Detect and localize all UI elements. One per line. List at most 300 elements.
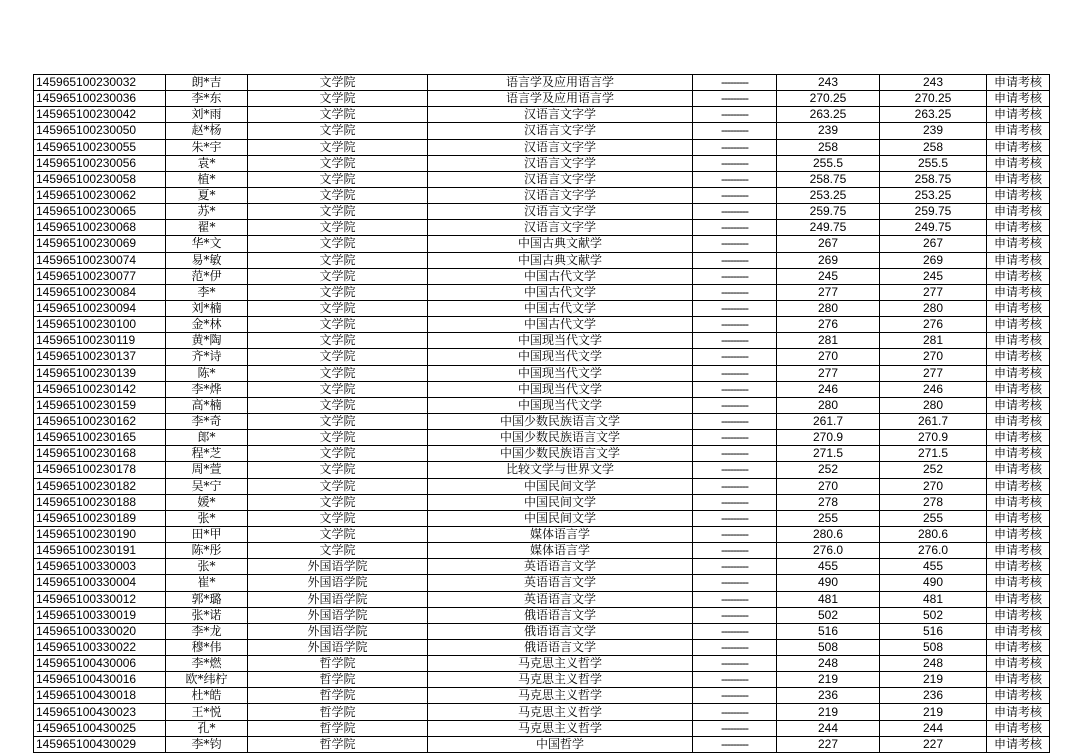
initial-score-cell: 255 [777,510,880,526]
exam-method-cell: 申请考核 [987,688,1050,704]
weighted-score-cell: 276 [880,317,987,333]
major-cell: 语言学及应用语言学 [428,91,693,107]
table-row [34,720,1050,736]
candidate-id-cell: 145965100230189 [34,510,166,526]
foreign-language-cell: --------- [693,446,777,462]
weighted-score-cell: 219 [880,672,987,688]
candidate-id-cell: 145965100230077 [34,268,166,284]
major-cell: 马克思主义哲学 [428,704,693,720]
exam-method-cell: 申请考核 [987,171,1050,187]
weighted-score-cell: 490 [880,575,987,591]
foreign-language-cell: --------- [693,107,777,123]
major-cell: 汉语言文字学 [428,187,693,203]
foreign-language-cell: --------- [693,220,777,236]
school-cell: 外国语学院 [248,639,428,655]
major-cell: 英语语言文学 [428,559,693,575]
table-row [34,688,1050,704]
candidate-id-cell: 145965100230182 [34,478,166,494]
exam-method-cell: 申请考核 [987,397,1050,413]
candidate-id-cell: 145965100230119 [34,333,166,349]
candidate-id-cell: 145965100230137 [34,349,166,365]
table-row [34,381,1050,397]
table-row [34,704,1050,720]
table-row [34,91,1050,107]
name-cell: 郭*璐 [166,591,248,607]
school-cell: 文学院 [248,75,428,91]
candidate-id-cell: 145965100330022 [34,639,166,655]
foreign-language-cell: --------- [693,462,777,478]
candidate-id-cell: 145965100430006 [34,656,166,672]
candidate-id-cell: 145965100430025 [34,720,166,736]
initial-score-cell: 455 [777,559,880,575]
major-cell: 马克思主义哲学 [428,688,693,704]
candidate-id-cell: 145965100230050 [34,123,166,139]
table-row [34,333,1050,349]
exam-method-cell: 申请考核 [987,656,1050,672]
weighted-score-cell: 255.5 [880,155,987,171]
initial-score-cell: 249.75 [777,220,880,236]
major-cell: 俄语语言文学 [428,607,693,623]
weighted-score-cell: 248 [880,656,987,672]
major-cell: 英语语言文学 [428,575,693,591]
initial-score-cell: 261.7 [777,413,880,429]
name-cell: 吴*宁 [166,478,248,494]
weighted-score-cell: 263.25 [880,107,987,123]
table-row [34,204,1050,220]
school-cell: 文学院 [248,349,428,365]
exam-method-cell: 申请考核 [987,462,1050,478]
exam-method-cell: 申请考核 [987,204,1050,220]
candidate-id-cell: 145965100230159 [34,397,166,413]
exam-method-cell: 申请考核 [987,187,1050,203]
candidate-id-cell: 145965100230188 [34,494,166,510]
exam-method-cell: 申请考核 [987,607,1050,623]
exam-method-cell: 申请考核 [987,543,1050,559]
foreign-language-cell: --------- [693,559,777,575]
major-cell: 中国古典文献学 [428,252,693,268]
major-cell: 媒体语言学 [428,543,693,559]
weighted-score-cell: 261.7 [880,413,987,429]
weighted-score-cell: 258 [880,139,987,155]
major-cell: 马克思主义哲学 [428,656,693,672]
table-row [34,430,1050,446]
table-row [34,591,1050,607]
initial-score-cell: 280 [777,397,880,413]
candidate-id-cell: 145965100230142 [34,381,166,397]
major-cell: 比较文学与世界文学 [428,462,693,478]
admission-list-table [33,74,1050,753]
weighted-score-cell: 245 [880,268,987,284]
name-cell: 刘*楠 [166,300,248,316]
weighted-score-cell: 252 [880,462,987,478]
foreign-language-cell: --------- [693,284,777,300]
weighted-score-cell: 219 [880,704,987,720]
table-row [34,413,1050,429]
initial-score-cell: 490 [777,575,880,591]
candidate-id-cell: 145965100330012 [34,591,166,607]
initial-score-cell: 259.75 [777,204,880,220]
weighted-score-cell: 259.75 [880,204,987,220]
table-row [34,268,1050,284]
candidate-id-cell: 145965100430018 [34,688,166,704]
foreign-language-cell: --------- [693,171,777,187]
school-cell: 外国语学院 [248,591,428,607]
candidate-id-cell: 145965100230190 [34,526,166,542]
table-row [34,446,1050,462]
name-cell: 崔* [166,575,248,591]
initial-score-cell: 239 [777,123,880,139]
school-cell: 文学院 [248,333,428,349]
candidate-id-cell: 145965100430029 [34,736,166,752]
foreign-language-cell: --------- [693,704,777,720]
school-cell: 文学院 [248,526,428,542]
name-cell: 欧*纬柠 [166,672,248,688]
foreign-language-cell: --------- [693,75,777,91]
initial-score-cell: 270 [777,478,880,494]
name-cell: 朗*吉 [166,75,248,91]
school-cell: 哲学院 [248,672,428,688]
school-cell: 文学院 [248,381,428,397]
foreign-language-cell: --------- [693,349,777,365]
school-cell: 文学院 [248,510,428,526]
weighted-score-cell: 258.75 [880,171,987,187]
major-cell: 中国民间文学 [428,478,693,494]
foreign-language-cell: --------- [693,381,777,397]
table-row [34,736,1050,752]
exam-method-cell: 申请考核 [987,155,1050,171]
weighted-score-cell: 249.75 [880,220,987,236]
name-cell: 袁* [166,155,248,171]
name-cell: 赵*杨 [166,123,248,139]
name-cell: 杜*皓 [166,688,248,704]
table-row [34,236,1050,252]
candidate-id-cell: 145965100430016 [34,672,166,688]
weighted-score-cell: 271.5 [880,446,987,462]
major-cell: 中国少数民族语言文学 [428,413,693,429]
major-cell: 语言学及应用语言学 [428,75,693,91]
candidate-id-cell: 145965100230162 [34,413,166,429]
foreign-language-cell: --------- [693,155,777,171]
school-cell: 文学院 [248,252,428,268]
exam-method-cell: 申请考核 [987,300,1050,316]
foreign-language-cell: --------- [693,526,777,542]
exam-method-cell: 申请考核 [987,365,1050,381]
weighted-score-cell: 269 [880,252,987,268]
candidate-id-cell: 145965100230100 [34,317,166,333]
foreign-language-cell: --------- [693,300,777,316]
foreign-language-cell: --------- [693,252,777,268]
major-cell: 中国古典文献学 [428,236,693,252]
foreign-language-cell: --------- [693,478,777,494]
major-cell: 英语语言文学 [428,591,693,607]
major-cell: 俄语语言文学 [428,639,693,655]
foreign-language-cell: --------- [693,623,777,639]
major-cell: 中国现当代文学 [428,381,693,397]
school-cell: 外国语学院 [248,607,428,623]
table-row [34,75,1050,91]
weighted-score-cell: 280.6 [880,526,987,542]
name-cell: 孔* [166,720,248,736]
candidate-id-cell: 145965100230191 [34,543,166,559]
major-cell: 中国古代文学 [428,300,693,316]
name-cell: 张* [166,510,248,526]
exam-method-cell: 申请考核 [987,510,1050,526]
foreign-language-cell: --------- [693,91,777,107]
initial-score-cell: 276.0 [777,543,880,559]
name-cell: 张*诺 [166,607,248,623]
name-cell: 陈* [166,365,248,381]
initial-score-cell: 270.25 [777,91,880,107]
school-cell: 文学院 [248,139,428,155]
candidate-id-cell: 145965100330003 [34,559,166,575]
school-cell: 文学院 [248,543,428,559]
name-cell: 刘*雨 [166,107,248,123]
foreign-language-cell: --------- [693,575,777,591]
foreign-language-cell: --------- [693,413,777,429]
table-row [34,397,1050,413]
initial-score-cell: 267 [777,236,880,252]
candidate-id-cell: 145965100230165 [34,430,166,446]
exam-method-cell: 申请考核 [987,720,1050,736]
name-cell: 朱*宇 [166,139,248,155]
foreign-language-cell: --------- [693,639,777,655]
school-cell: 哲学院 [248,704,428,720]
name-cell: 郎* [166,430,248,446]
name-cell: 华*文 [166,236,248,252]
school-cell: 文学院 [248,268,428,284]
school-cell: 文学院 [248,397,428,413]
school-cell: 哲学院 [248,688,428,704]
name-cell: 程*芝 [166,446,248,462]
table-row [34,559,1050,575]
major-cell: 中国现当代文学 [428,397,693,413]
major-cell: 中国现当代文学 [428,349,693,365]
foreign-language-cell: --------- [693,688,777,704]
name-cell: 李*烨 [166,381,248,397]
exam-method-cell: 申请考核 [987,672,1050,688]
initial-score-cell: 502 [777,607,880,623]
exam-method-cell: 申请考核 [987,591,1050,607]
school-cell: 哲学院 [248,736,428,752]
name-cell: 张* [166,559,248,575]
table-row [34,187,1050,203]
initial-score-cell: 516 [777,623,880,639]
school-cell: 文学院 [248,478,428,494]
name-cell: 高*楠 [166,397,248,413]
name-cell: 范*伊 [166,268,248,284]
table-row [34,478,1050,494]
table-row [34,155,1050,171]
name-cell: 李*燃 [166,656,248,672]
name-cell: 齐*诗 [166,349,248,365]
table-row [34,462,1050,478]
weighted-score-cell: 227 [880,736,987,752]
table-row [34,510,1050,526]
weighted-score-cell: 255 [880,510,987,526]
exam-method-cell: 申请考核 [987,639,1050,655]
weighted-score-cell: 278 [880,494,987,510]
table-row [34,300,1050,316]
major-cell: 中国哲学 [428,736,693,752]
exam-method-cell: 申请考核 [987,413,1050,429]
table-row [34,284,1050,300]
name-cell: 易*敏 [166,252,248,268]
weighted-score-cell: 243 [880,75,987,91]
initial-score-cell: 277 [777,365,880,381]
candidate-id-cell: 145965100330019 [34,607,166,623]
table-row [34,494,1050,510]
major-cell: 中国古代文学 [428,317,693,333]
table-row [34,220,1050,236]
exam-method-cell: 申请考核 [987,333,1050,349]
candidate-id-cell: 145965100230178 [34,462,166,478]
foreign-language-cell: --------- [693,736,777,752]
school-cell: 文学院 [248,91,428,107]
initial-score-cell: 277 [777,284,880,300]
table-row [34,171,1050,187]
table-row [34,575,1050,591]
school-cell: 文学院 [248,317,428,333]
school-cell: 外国语学院 [248,575,428,591]
foreign-language-cell: --------- [693,397,777,413]
foreign-language-cell: --------- [693,510,777,526]
initial-score-cell: 269 [777,252,880,268]
initial-score-cell: 219 [777,672,880,688]
exam-method-cell: 申请考核 [987,91,1050,107]
name-cell: 穆*伟 [166,639,248,655]
candidate-id-cell: 145965100230058 [34,171,166,187]
weighted-score-cell: 481 [880,591,987,607]
initial-score-cell: 280 [777,300,880,316]
school-cell: 文学院 [248,413,428,429]
major-cell: 汉语言文字学 [428,139,693,155]
table-row [34,623,1050,639]
name-cell: 植* [166,171,248,187]
table-row [34,123,1050,139]
foreign-language-cell: --------- [693,139,777,155]
initial-score-cell: 481 [777,591,880,607]
candidate-id-cell: 145965100430023 [34,704,166,720]
weighted-score-cell: 270 [880,478,987,494]
candidate-id-cell: 145965100230074 [34,252,166,268]
name-cell: 王*悦 [166,704,248,720]
weighted-score-cell: 270.25 [880,91,987,107]
school-cell: 文学院 [248,155,428,171]
major-cell: 俄语语言文学 [428,623,693,639]
exam-method-cell: 申请考核 [987,317,1050,333]
exam-method-cell: 申请考核 [987,381,1050,397]
weighted-score-cell: 276.0 [880,543,987,559]
exam-method-cell: 申请考核 [987,236,1050,252]
weighted-score-cell: 246 [880,381,987,397]
initial-score-cell: 258 [777,139,880,155]
initial-score-cell: 270 [777,349,880,365]
exam-method-cell: 申请考核 [987,268,1050,284]
exam-method-cell: 申请考核 [987,75,1050,91]
school-cell: 文学院 [248,236,428,252]
initial-score-cell: 246 [777,381,880,397]
candidate-id-cell: 145965100230084 [34,284,166,300]
exam-method-cell: 申请考核 [987,478,1050,494]
name-cell: 田*甲 [166,526,248,542]
weighted-score-cell: 281 [880,333,987,349]
initial-score-cell: 278 [777,494,880,510]
major-cell: 汉语言文字学 [428,155,693,171]
major-cell: 汉语言文字学 [428,171,693,187]
foreign-language-cell: --------- [693,720,777,736]
candidate-id-cell: 145965100230042 [34,107,166,123]
candidate-id-cell: 145965100230069 [34,236,166,252]
school-cell: 文学院 [248,430,428,446]
table-row [34,607,1050,623]
name-cell: 李*奇 [166,413,248,429]
initial-score-cell: 263.25 [777,107,880,123]
table-row [34,317,1050,333]
weighted-score-cell: 270 [880,349,987,365]
exam-method-cell: 申请考核 [987,623,1050,639]
weighted-score-cell: 267 [880,236,987,252]
initial-score-cell: 270.9 [777,430,880,446]
exam-method-cell: 申请考核 [987,139,1050,155]
initial-score-cell: 227 [777,736,880,752]
initial-score-cell: 281 [777,333,880,349]
candidate-id-cell: 145965100230068 [34,220,166,236]
school-cell: 哲学院 [248,720,428,736]
exam-method-cell: 申请考核 [987,107,1050,123]
major-cell: 汉语言文字学 [428,220,693,236]
foreign-language-cell: --------- [693,430,777,446]
school-cell: 文学院 [248,187,428,203]
name-cell: 翟* [166,220,248,236]
table-row [34,107,1050,123]
school-cell: 文学院 [248,300,428,316]
table-row [34,349,1050,365]
exam-method-cell: 申请考核 [987,123,1050,139]
exam-method-cell: 申请考核 [987,494,1050,510]
name-cell: 李* [166,284,248,300]
exam-method-cell: 申请考核 [987,446,1050,462]
major-cell: 中国古代文学 [428,284,693,300]
candidate-id-cell: 145965100330020 [34,623,166,639]
weighted-score-cell: 280 [880,300,987,316]
weighted-score-cell: 270.9 [880,430,987,446]
major-cell: 中国现当代文学 [428,365,693,381]
name-cell: 黄*陶 [166,333,248,349]
name-cell: 苏* [166,204,248,220]
school-cell: 文学院 [248,462,428,478]
candidate-id-cell: 145965100230094 [34,300,166,316]
table-row [34,672,1050,688]
school-cell: 文学院 [248,220,428,236]
exam-method-cell: 申请考核 [987,575,1050,591]
school-cell: 外国语学院 [248,623,428,639]
major-cell: 中国少数民族语言文学 [428,430,693,446]
name-cell: 夏* [166,187,248,203]
name-cell: 陈*彤 [166,543,248,559]
table-row [34,526,1050,542]
school-cell: 文学院 [248,123,428,139]
initial-score-cell: 248 [777,656,880,672]
foreign-language-cell: --------- [693,656,777,672]
exam-method-cell: 申请考核 [987,526,1050,542]
table-row [34,365,1050,381]
weighted-score-cell: 455 [880,559,987,575]
initial-score-cell: 245 [777,268,880,284]
table-row [34,139,1050,155]
major-cell: 中国民间文学 [428,510,693,526]
initial-score-cell: 253.25 [777,187,880,203]
major-cell: 中国民间文学 [428,494,693,510]
